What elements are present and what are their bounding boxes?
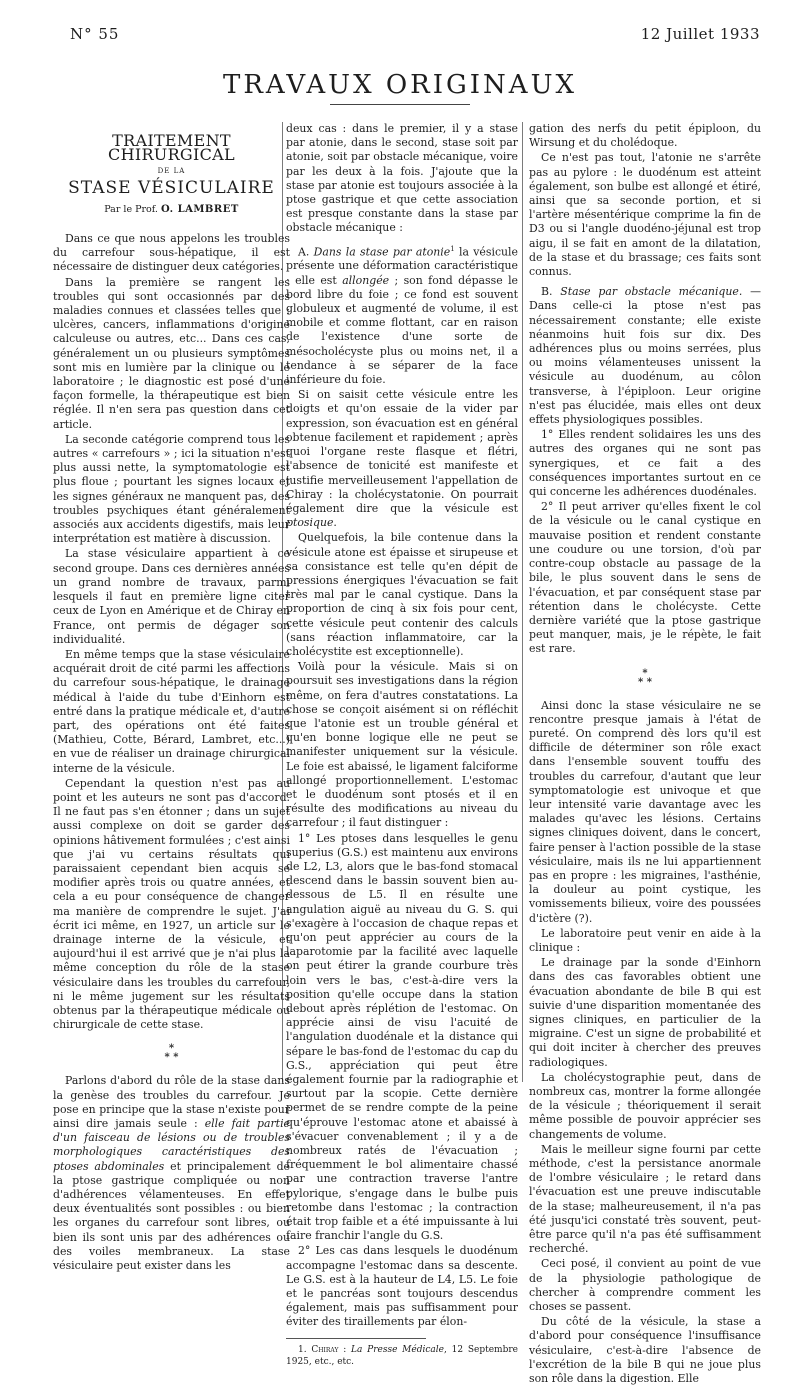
article-title-connector: DE LA <box>157 167 186 176</box>
paragraph: La cholécystographie peut, dans de nombreux cas, montrer la forme allongée de la vésicule ; théoriquement il serait même possible de pouvoir apprécier ses changements de volume. <box>529 1070 761 1141</box>
paragraph: Cependant la question n'est pas au point et les auteurs ne sont pas d'accord. Il ne faut pas s'en étonner ; dans un sujet aussi complexe on doit se garder des opinions hâtivement formulées ; c'est ainsi que j'ai vu certains résultats qui paraissaient cependant bien acquis se modifier après trois ou quatre années, et cela a eu pour conséquence de changer ma manière de comprendre le sujet. J'ai écrit ici même, en 1927, un article sur le drainage interne de la vésicule, et aujourd'hui il est arrivé que je n'ai plus la même conception du rôle de la stase vésiculaire dans les troubles du carrefour, ni le même jugement sur les résultats obtenus par la thérapeutique médicale ou chirurgicale de cette stase. <box>53 776 290 1032</box>
paragraph: Ainsi donc la stase vésiculaire ne se rencontre presque jamais à l'état de pureté. On comprend dès lors qu'il est difficile de déterminer son rôle exact dans l'ensemble souvent touffu des troubles du carrefour, d'autant que leur symptomatologie est univoque et que leur intensité varie davantage avec les malades qu'avec les lésions. Certains signes cliniques doivent, dans le concert, faire penser à l'action possible de la stase vésiculaire, mais ils ne lui appartiennent pas en propre : les migraines, l'asthénie, la douleur au point cystique, les vomissements bilieux, voire des poussées d'ictère (?). <box>529 698 761 925</box>
paragraph: Ceci posé, il convient au point de vue de la physiologie pathologique de chercher à comprendre comment les choses se passent. <box>529 1257 761 1314</box>
paragraph-section-b: B. Stase par obstacle mécanique. — Dans celle-ci la ptose n'est pas nécessairement constante; elle existe néanmoins huit fois sur dix. Des adhérences plus ou moins serrées, plus ou moins vélamenteuses unissent la vésicule au duodénum, au côlon transverse, à l'épiploon. Leur origine n'est pas élucidée, mais elles ont deux effets physiologiques possibles. <box>529 285 761 427</box>
column-3 <box>529 122 761 1386</box>
footnote: 1. Chiray : La Presse Médicale, 12 Septembre 1925, etc., etc. <box>286 1344 518 1367</box>
byline-prefix: Par le Prof. <box>104 203 158 215</box>
paragraph: 2° Il peut arriver qu'elles fixent le col de la vésicule ou le canal cystique en mauvaise position et rendent constante une coudure ou une torsion, d'où par contre-coup obstacle au passage de la bile, le plus souvent dans le sens de l'évacuation, et par conséquent stase par rétention dans le cholécyste. Cette dernière variété que la ptose gastrique peut manquer, mais, je le répète, le fait est rare. <box>529 500 761 656</box>
paragraph: Quelquefois, la bile contenue dans la vésicule atone est épaisse et sirupeuse et sa consistance est telle qu'en dépit de pressions énergiques l'évacuation se fait très mal par le canal cystique. Dans la proportion de cinq à six fois pour cent, cette vésicule peut contenir des calculs (sans réaction inflammatoire, car la cholécystite est exceptionnelle). <box>286 531 518 658</box>
paragraph: La stase vésiculaire appartient à ce second groupe. Dans ces dernières années un grand nombre de travaux, parmi lesquels il faut en première ligne citer ceux de Lyon en Amérique et de Chiray en France, ont permis de dégager son individualité. <box>53 547 290 646</box>
title-rule <box>330 104 470 105</box>
paragraph: La seconde catégorie comprend tous les autres « carrefours » ; ici la situation n'est plus aussi nette, la symptomatologie est plus floue ; pourtant les signes locaux et les signes généraux ne manquent pas, des troubles psychiques étant généralement associés aux accidents digestifs, mais leur interprétation est matière à discussion. <box>53 432 290 546</box>
section-title: TRAVAUX ORIGINAUX <box>222 70 578 100</box>
paragraph: Du côté de la vésicule, la stase a d'abord pour conséquence l'insuffisance vésiculaire, c'est-à-dire l'absence de l'excrétion de la bile B qui ne joue plus son rôle dans la digestion. Elle <box>529 1315 761 1386</box>
paragraph: Si on saisit cette vésicule entre les doigts et qu'on essaie de la vider par expression, son évacuation est en général obtenue facilement et rapidement ; après quoi l'organe reste flasque et flétri, l'absence de tonicité est manifeste et justifie merveilleusement l'appellation de Chiray : la cholécystatonie. On pourrait également dire que la vésicule est ptosique. <box>286 388 518 530</box>
paragraph: En même temps que la stase vésiculaire acquérait droit de cité parmi les affections du carrefour sous-hépatique, le drainage médical à l'aide du tube d'Einhorn est entré dans la pratique médicale et, d'autre part, des opérations ont été faites (Mathieu, Cotte, Bérard, Lambret, etc...) en vue de réaliser un drainage chirurgical interne de la vésicule. <box>53 647 290 775</box>
page-number: N° 55 <box>70 25 120 43</box>
paragraph: 1° Elles rendent solidaires les uns des autres des organes qui ne sont pas synergiques, et ce fait a des conséquences importantes surtout en ce qui concerne les adhérences duodénales. <box>529 428 761 499</box>
paragraph: 1° Les ptoses dans lesquelles le genu superius (G.S.) est maintenu aux environs de L2, L3, alors que le bas-fond stomacal descend dans le bassin souvent bien au-dessous de L5. Il en résulte une angulation aiguë au niveau du G. S. qui s'exagère à l'occasion de chaque repas et qu'on peut apprécier au cours de la laparotomie par la facilité avec laquelle on peut étirer la grande courbure très loin vers le bas, c'est-à-dire vers la position qu'elle occupe dans la station debout après réplétion de l'estomac. On apprécie ainsi de visu l'acuité de l'angulation duodénale et la distance qui sépare le bas-fond de l'estomac du cap du G.S., appréciation qui peut être également fournie par la radiographie et surtout par la scopie. Cette dernière permet de se rendre compte de la peine qu'éprouve l'estomac atone et abaissé à s'évacuer convenablement ; il y a de nombreux ratés de l'évacuation ; fréquemment le bol alimentaire chassé par une contraction traverse l'antre pylorique, s'engage dans le bulbe puis retombe dans l'estomac ; la contraction était trop faible et a été impuissante à lui faire franchir l'angle du G.S. <box>286 831 518 1243</box>
footnote-rule <box>286 1338 426 1339</box>
paragraph: Dans la première se rangent les troubles qui sont occasionnés par des maladies connues et classées telles que : ulcères, cancers, inflammations d'origine calculeuse ou autres, etc... Dans ces cas, généralement un ou plusieurs symptômes sont mis en lumière par la clinique ou le laboratoire ; le diagnostic est posé d'une façon formelle, la thérapeutique est bien réglée. Il n'en sera pas question dans cet article. <box>53 275 290 431</box>
asterism-divider: * * * <box>638 667 652 688</box>
paragraph: Mais le meilleur signe fourni par cette méthode, c'est la persistance anormale de l'ombre vésiculaire ; le retard dans l'évacuation est une preuve indiscutable de la stase; malheureusement, il n'a pas été jusqu'ici constaté très souvent, peut-être parce qu'il n'a pas été suffisamment recherché. <box>529 1142 761 1256</box>
paragraph: Ce n'est pas tout, l'atonie ne s'arrête pas au pylore : le duodénum est atteint également, son bulbe est allongé et étiré, ainsi que sa seconde portion, et si l'artère mésentérique comprime la fin de D3 ou si l'angle duodéno-jéjunal est trop aigu, il se fait en amont de la dilatation, de la stase et du brassage; ces faits sont connus. <box>529 151 761 279</box>
paragraph: gation des nerfs du petit épiploon, du Wirsung et du cholédoque. <box>529 122 761 150</box>
article-title: TRAITEMENT CHIRURGICAL <box>108 131 235 165</box>
paragraph: Voilà pour la vésicule. Mais si on poursuit ses investigations dans la région même, on fera d'autres constatations. La chose se conçoit aisément si on réfléchit que l'atonie est un trouble général et qu'en bonne logique elle ne peut se manifester uniquement sur la vésicule. Le foie est abaissé, le ligament falciforme allongé proportionnellement. L'estomac et le duodénum sont ptosés et il en résulte des modifications au niveau du carrefour ; il faut distinguer : <box>286 660 518 830</box>
paragraph: deux cas : dans le premier, il y a stase par atonie, dans le second, stase soit par atonie, soit par obstacle mécanique, voire par les deux à la fois. J'ajoute que la stase par atonie est toujours associée à la ptose gastrique et que cette association est presque constante dans la stase par obstacle mécanique : <box>286 122 518 235</box>
paragraph: 2° Les cas dans lesquels le duodénum accompagne l'estomac dans sa descente. Le G.S. est à la hauteur de L4, L5. Le foie et le pancréas sont toujours descendus également, mais pas suffisamment pour éviter des tiraillements par élon- <box>286 1244 518 1329</box>
issue-date: 12 Juillet 1933 <box>640 25 760 43</box>
column-divider-right <box>522 122 523 1082</box>
paragraph-section-a: A. Dans la stase par atonie$^1$ la vésicule présente une déformation caractéristique : elle est allongée ; son fond dépasse le bord libre du foie ; ce fond est souvent globuleux et augmenté de volume, il est mobile et comme flottant, car en raison de l'existence d'une sorte de mésocholécyste plus ou moins net, il a tendance à se séparer de la face inférieure du foie. <box>286 244 518 387</box>
column-2 <box>286 122 518 1368</box>
paragraph: Dans ce que nous appelons les troubles du carrefour sous-hépatique, il est nécessaire de distinguer deux catégories. <box>53 232 290 274</box>
paragraph: Le laboratoire peut venir en aide à la clinique : <box>529 926 761 954</box>
paragraph: Parlons d'abord du rôle de la stase dans la genèse des troubles du carrefour. Je pose en principe que la stase n'existe pour ainsi dire jamais seule : elle fait partie d'un faisceau de lésions ou de troubles morphologiques caractéristiques des ptoses abdominales et principalement de la ptose gastrique compliquée ou non d'adhérences vélamenteuses. En effet deux éventualités sont possibles : ou bien les organes du carrefour sont libres, ou bien ils sont unis par des adhérences ou des voiles membraneux. La stase vésiculaire peut exister dans les <box>53 1074 290 1273</box>
author-name: O. LAMBRET <box>160 203 239 215</box>
paragraph: Le drainage par la sonde d'Einhorn dans des cas favorables obtient une évacuation abondante de bile B qui est suivie d'une disparition momentanée des signes cliniques, en particulier de la migraine. C'est un signe de probabilité et qui doit inciter à chercher des preuves radiologiques. <box>529 956 761 1069</box>
column-1 <box>53 122 290 1273</box>
asterism-divider: * * * <box>164 1043 179 1064</box>
article-subtitle: STASE VÉSICULAIRE <box>68 177 275 198</box>
byline <box>53 203 290 217</box>
